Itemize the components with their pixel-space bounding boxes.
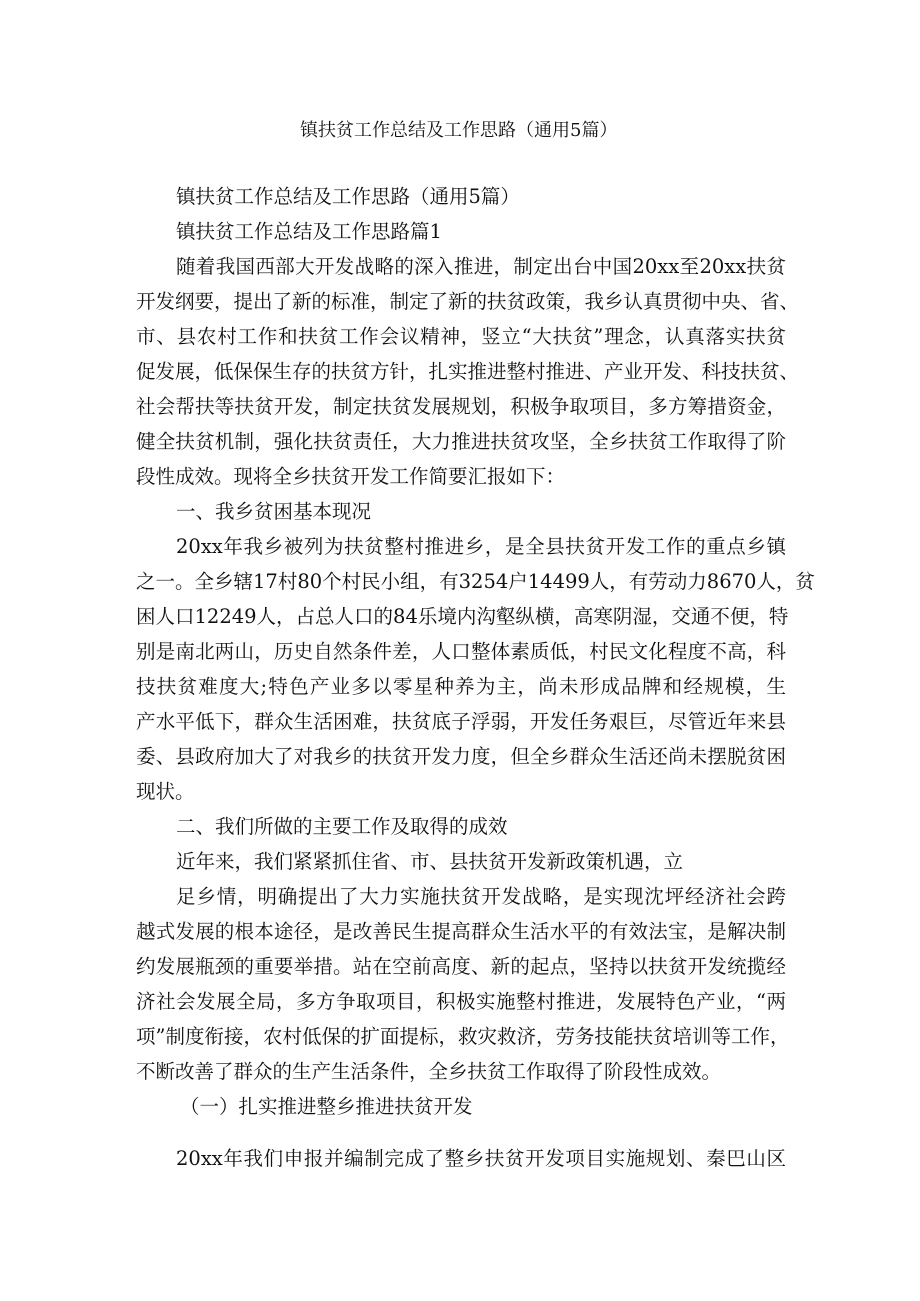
paragraph-line: 20xx年我乡被列为扶贫整村推进乡，是全县扶贫开发工作的重点乡镇 xyxy=(176,535,786,558)
paragraph-line: 别是南北两山，历史自然条件差，人口整体素质低，村民文化程度不高，科 xyxy=(136,640,786,663)
paragraph-line: 之一。全乡辖17村80个村民小组，有3254户14499人，有劳动力8670人，贫 xyxy=(136,570,815,593)
paragraph-line: 项”制度衔接，农村低保的扩面提标，救灾救济，劳务技能扶贫培训等工作， xyxy=(136,1025,790,1048)
paragraph-line: 产水平低下，群众生活困难，扶贫底子浮弱，开发任务艰巨，尽管近年来县 xyxy=(136,710,786,733)
paragraph-line: 健全扶贫机制，强化扶贫责任，大力推进扶贫攻坚，全乡扶贫工作取得了阶 xyxy=(136,430,786,453)
paragraph-line: 段性成效。现将全乡扶贫开发工作简要汇报如下： xyxy=(136,465,566,488)
paragraph-line: 济社会发展全局，多方争取项目，积极实施整村推进，发展特色产业，“两 xyxy=(136,990,786,1013)
paragraph-line: 市、县农村工作和扶贫工作会议精神，竖立“大扶贫”理念，认真落实扶贫 xyxy=(136,325,786,348)
paragraph-line: 20xx年我们申报并编制完成了整乡扶贫开发项目实施规划、秦巴山区 xyxy=(176,1147,786,1170)
paragraph-line: 近年来，我们紧紧抓住省、市、县扶贫开发新政策机遇，立 xyxy=(176,850,684,873)
paragraph-line: 足乡情，明确提出了大力实施扶贫开发战略，是实现沈坪经济社会跨 xyxy=(176,885,786,908)
subtitle: 镇扶贫工作总结及工作思路（通用5篇） xyxy=(176,185,520,208)
paragraph-line: 委、县政府加大了对我乡的扶贫开发力度，但全乡群众生活还尚未摆脱贫困 xyxy=(136,745,786,768)
paragraph-line: 约发展瓶颈的重要举措。站在空前高度、新的起点，坚持以扶贫开发统揽经 xyxy=(136,955,786,978)
paragraph-line: 随着我国西部大开发战略的深入推进，制定出台中国20xx至20xx扶贫 xyxy=(176,255,786,278)
paragraph-line: 社会帮扶等扶贫开发，制定扶贫发展规划，积极争取项目，多方筹措资金， xyxy=(136,395,786,418)
paragraph-line: 现状。 xyxy=(136,780,195,803)
paragraph-line: 越式发展的根本途径，是改善民生提高群众生活水平的有效法宝，是解决制 xyxy=(136,920,786,943)
section-heading: 镇扶贫工作总结及工作思路篇1 xyxy=(176,220,442,243)
subsection-heading: （一）扎实推进整乡推进扶贫开发 xyxy=(180,1095,473,1118)
paragraph-line: 不断改善了群众的生产生活条件，全乡扶贫工作取得了阶段性成效。 xyxy=(136,1060,722,1083)
page-title: 镇扶贫工作总结及工作思路（通用5篇） xyxy=(300,120,618,141)
section-heading: 二、我们所做的主要工作及取得的成效 xyxy=(176,815,508,838)
paragraph-line: 开发纲要，提出了新的标准，制定了新的扶贫政策，我乡认真贯彻中央、省、 xyxy=(136,290,800,313)
paragraph-line: 困人口12249人，占总人口的84乐境内沟壑纵横，高寒阴湿，交通不便，特 xyxy=(136,605,789,628)
paragraph-line: 促发展，低保保生存的扶贫方针，扎实推进整村推进、产业开发、科技扶贫、 xyxy=(136,360,800,383)
section-heading: 一、我乡贫困基本现况 xyxy=(176,500,372,523)
paragraph-line: 技扶贫难度大;特色产业多以零星种养为主，尚未形成品牌和经规模，生 xyxy=(136,675,786,698)
